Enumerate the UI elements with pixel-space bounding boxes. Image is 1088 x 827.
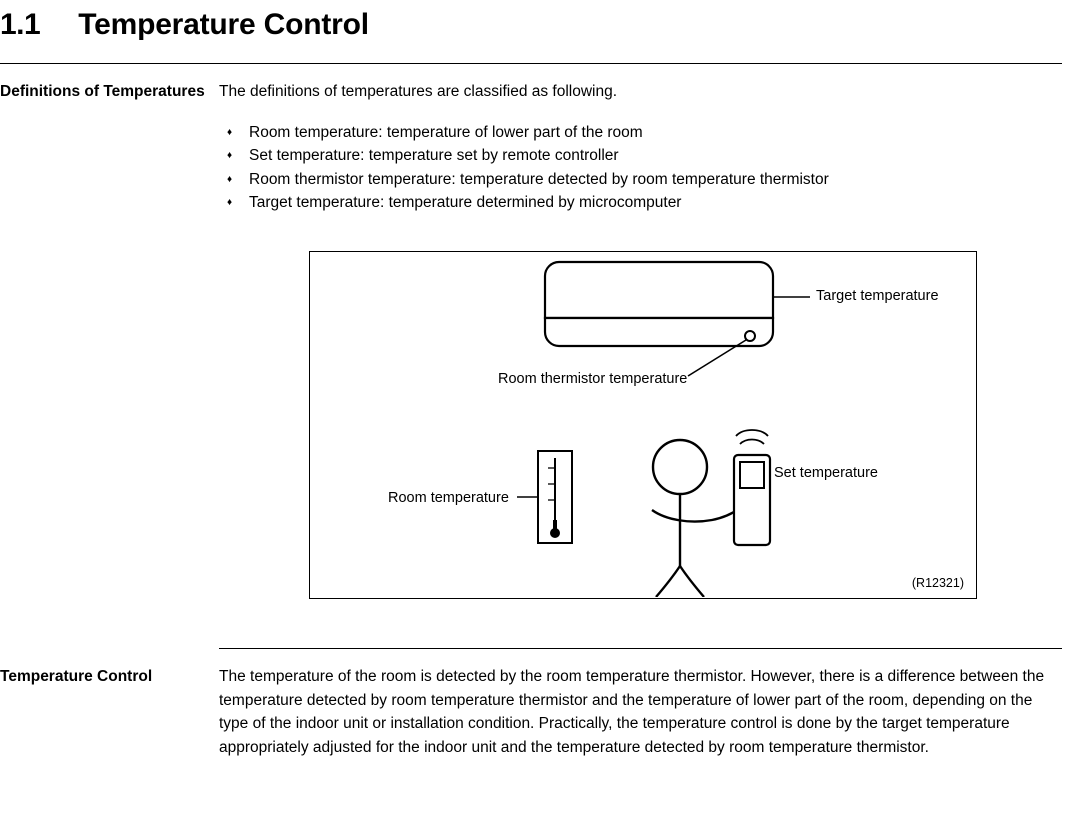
list-item-label: Room thermistor temperature: temperature detected by room temperature thermistor	[249, 170, 829, 188]
list-item	[219, 121, 1064, 145]
person-leg-right-icon	[680, 566, 704, 597]
list-item-label: Room temperature: temperature of lower part of the room	[249, 123, 643, 141]
list-item	[219, 191, 1064, 215]
signal-wave-icon	[740, 440, 764, 445]
bullet-icon: ♦	[227, 173, 233, 185]
list-item	[219, 168, 1064, 192]
page-heading	[0, 8, 1088, 42]
figure-label-room-temperature: Room temperature	[388, 490, 509, 506]
bullet-icon: ♦	[227, 197, 233, 208]
person-head-icon	[653, 440, 707, 494]
horizontal-rule-middle	[219, 648, 1062, 649]
thermistor-point-icon	[745, 331, 755, 341]
figure-label-target-temperature: Target temperature	[816, 288, 939, 304]
person-arm-icon	[652, 508, 740, 522]
list-item	[219, 144, 1064, 168]
heading-number: 1.1	[0, 8, 41, 41]
definitions-bullet-list	[219, 121, 1064, 215]
list-item-label: Target temperature: temperature determined by microcomputer	[249, 194, 682, 211]
indoor-unit-bottom-icon	[545, 318, 773, 346]
signal-wave-icon	[736, 430, 768, 436]
figure-reference-code: (R12321)	[911, 576, 964, 590]
section-label-definitions: Definitions of Temperatures	[0, 83, 205, 100]
list-item-label: Set temperature: temperature set by remote controller	[249, 147, 619, 164]
section-body-definitions	[219, 80, 1064, 215]
person-leg-left-icon	[656, 566, 680, 597]
figure-temperature-definitions	[309, 251, 977, 599]
page-title: Temperature Control	[78, 8, 369, 41]
figure-label-room-thermistor-temperature: Room thermistor temperature	[498, 371, 688, 387]
indoor-unit-top-icon	[545, 262, 773, 318]
thermometer-bulb-icon	[550, 528, 560, 538]
horizontal-rule-top	[0, 63, 1062, 64]
bullet-icon: ♦	[227, 150, 233, 161]
figure-label-set-temperature: Set temperature	[774, 465, 878, 481]
remote-display-icon	[740, 462, 764, 488]
definitions-intro: The definitions of temperatures are classified as following.	[219, 83, 618, 100]
section-label-temperature-control: Temperature Control	[0, 668, 153, 685]
section-body-temperature-control: The temperature of the room is detected by the room temperature thermistor. However, there is a difference between the temperature detected by room temperature thermistor and the temperature of lower part of the room, depending on the type of the indoor unit or installation condition. Practically, the temperature control is done by the target temperature appropriately adjusted for the indoor unit and the temperature detected by room temperature thermistor.	[219, 668, 1045, 756]
bullet-icon: ♦	[227, 126, 233, 138]
